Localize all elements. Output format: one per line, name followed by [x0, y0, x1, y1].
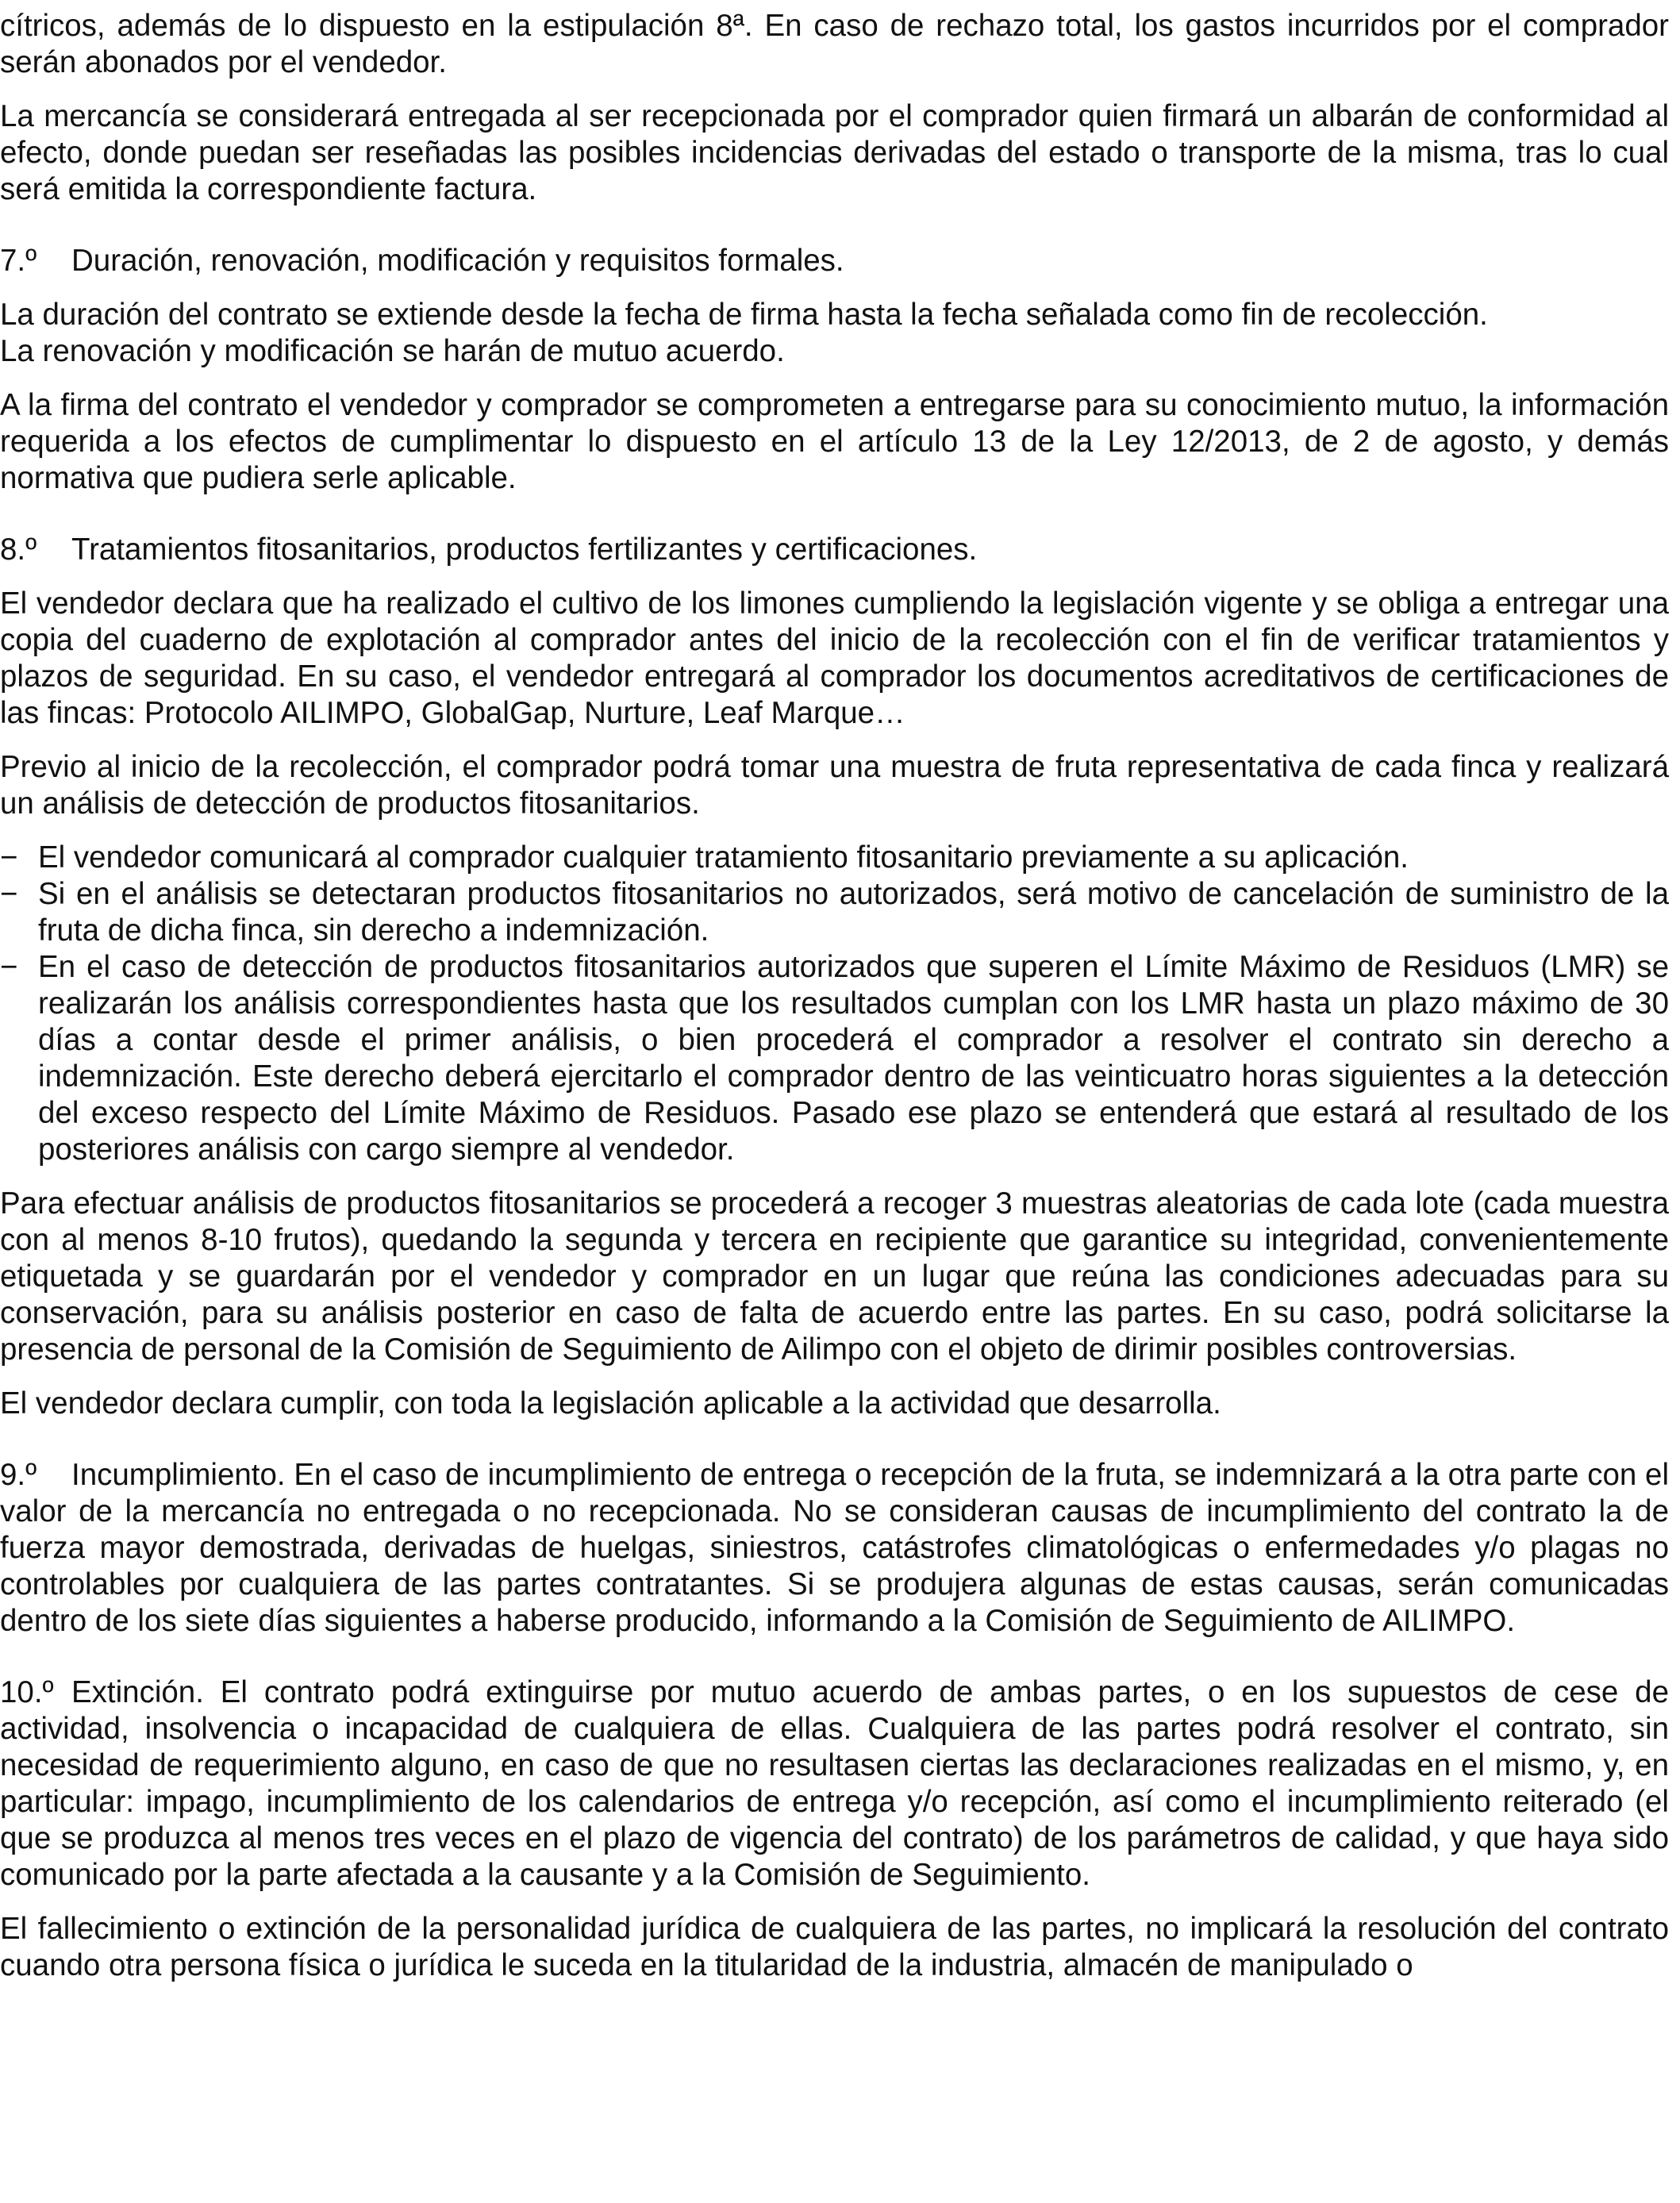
section-10-number: 10.º — [0, 1675, 54, 1709]
list-item-text: En el caso de detección de productos fitosanitarios autorizados que superen el Límite Máximo de Residuos (LMR) se realizarán los análisis correspondientes hasta que los resultados cumplan con los LMR hasta un plazo máximo de 30 días a contar desde el primer análisis, o bien procederá el comprador a resolver el contrato sin derecho a indemnización. Este derecho deberá ejercitarlo el comprador dentro de las veinticuatro horas siguientes a la detección del exceso respecto del Límite Máximo de Residuos. Pasado ese plazo se entenderá que estará al resultado de los posteriores análisis con cargo siempre al vendedor. — [38, 950, 1669, 1167]
paragraph-muestra-fruta: Previo al inicio de la recolección, el comprador podrá tomar una muestra de fruta representativa de cada finca y realizará un análisis de detección de productos fitosanitarios. — [0, 750, 1669, 821]
paragraph-fallecimiento: El fallecimiento o extinción de la personalidad jurídica de cualquiera de las partes, no implicará la resolución del contrato cuando otra persona física o jurídica le suceda en la titularidad de la industria, almacén de manipulado o — [0, 1912, 1669, 1982]
paragraph-firma-contrato: A la firma del contrato el vendedor y comprador se comprometen a entregarse para su conocimiento mutuo, la información requerida a los efectos de cumplimentar lo dispuesto en el artículo 13 de la Ley 12/2013, de 2 de agosto, y demás normativa que pudiera serle aplicable. — [0, 388, 1669, 495]
paragraph-rechazo-total: cítricos, además de lo dispuesto en la estipulación 8ª. En caso de rechazo total, los gastos incurridos por el comprador serán abonados por el vendedor. — [0, 9, 1669, 79]
section-8-number: 8.º — [0, 532, 37, 567]
section-8-title: Tratamientos fitosanitarios, productos fertilizantes y certificaciones. — [71, 532, 978, 567]
paragraph-duracion-line-2: La renovación y modificación se harán de mutuo acuerdo. — [0, 334, 785, 368]
dash-marker: − — [0, 877, 18, 911]
dash-marker: − — [0, 950, 18, 984]
list-item-text: Si en el análisis se detectaran productos fitosanitarios no autorizados, será motivo de cancelación de suministro de la fruta de dicha finca, sin derecho a indemnización. — [38, 877, 1669, 948]
list-item — [0, 840, 1669, 876]
section-7-title: Duración, renovación, modificación y requisitos formales. — [71, 244, 844, 278]
list-item-text: El vendedor comunicará al comprador cualquier tratamiento fitosanitario previamente a su aplicación. — [38, 840, 1409, 875]
paragraph-entrega-mercancia: La mercancía se considerará entregada al ser recepcionada por el comprador quien firmará un albarán de conformidad al efecto, donde puedan ser reseñadas las posibles incidencias derivadas del estado o transporte de la misma, tras lo cual será emitida la correspondiente factura. — [0, 99, 1669, 206]
paragraph-analisis-muestras: Para efectuar análisis de productos fitosanitarios se procederá a recoger 3 muestras aleatorias de cada lote (cada muestra con al menos 8-10 frutos), quedando la segunda y tercera en recipiente que garantice su integridad, convenientemente etiquetada y se guardarán por el vendedor y comprador en un lugar que reúna las condiciones adecuadas para su conservación, para su análisis posterior en caso de falta de acuerdo entre las partes. En su caso, podrá solicitarse la presencia de personal de la Comisión de Seguimiento de Ailimpo con el objeto de dirimir posibles controversias. — [0, 1186, 1669, 1367]
section-9-text: Incumplimiento. En el caso de incumplimiento de entrega o recepción de la fruta, se indemnizará a la otra parte con el valor de la mercancía no entregada o no recepcionada. No se consideran causas de incumplimiento del contrato la de fuerza mayor demostrada, derivadas de huelgas, siniestros, catástrofes climatológicas o enfermedades y/o plagas no controlables por cualquiera de las partes contratantes. Si se produjera algunas de estas causas, serán comunicadas dentro de los siete días siguientes a haberse producido, informando a la Comisión de Seguimiento de AILIMPO. — [0, 1458, 1669, 1638]
list-item — [0, 876, 1669, 949]
section-10-text: Extinción. El contrato podrá extinguirse por mutuo acuerdo de ambas partes, o en los supuestos de cese de actividad, insolvencia o incapacidad de cualquiera de ellas. Cualquiera de las partes podrá resolver el contrato, sin necesidad de requerimiento alguno, en caso de que no resultasen ciertas las declaraciones realizadas en el mismo, y, en particular: impago, incumplimiento de los calendarios de entrega y/o recepción, así como el incumplimiento reiterado (el que se produzca al menos tres veces en el plazo de vigencia del contrato) de los parámetros de calidad, y que haya sido comunicado por la parte afectada a la causante y a la Comisión de Seguimiento. — [0, 1675, 1669, 1892]
section-7-number: 7.º — [0, 244, 37, 278]
paragraph-legislacion: El vendedor declara cumplir, con toda la legislación aplicable a la actividad que desarrolla. — [0, 1386, 1221, 1421]
fitosanitarios-list — [0, 840, 1669, 1168]
section-9-incumplimiento — [0, 1457, 1669, 1640]
section-10-extincion — [0, 1674, 1669, 1894]
paragraph-cultivo-limones: El vendedor declara que ha realizado el cultivo de los limones cumpliendo la legislación vigente y se obliga a entregar una copia del cuaderno de explotación al comprador antes del inicio de la recolección con el fin de verificar tratamientos y plazos de seguridad. En su caso, el vendedor entregará al comprador los documentos acreditativos de certificaciones de las fincas: Protocolo AILIMPO, GlobalGap, Nurture, Leaf Marque… — [0, 586, 1669, 730]
section-7-heading — [0, 243, 1669, 279]
section-8-heading — [0, 532, 1669, 568]
paragraph-duracion — [0, 297, 1669, 370]
paragraph-duracion-line-1: La duración del contrato se extiende desde la fecha de firma hasta la fecha señalada como fin de recolección. — [0, 298, 1488, 332]
section-9-number: 9.º — [0, 1458, 37, 1492]
list-item — [0, 949, 1669, 1168]
dash-marker: − — [0, 840, 18, 875]
document-page — [0, 8, 1669, 2001]
